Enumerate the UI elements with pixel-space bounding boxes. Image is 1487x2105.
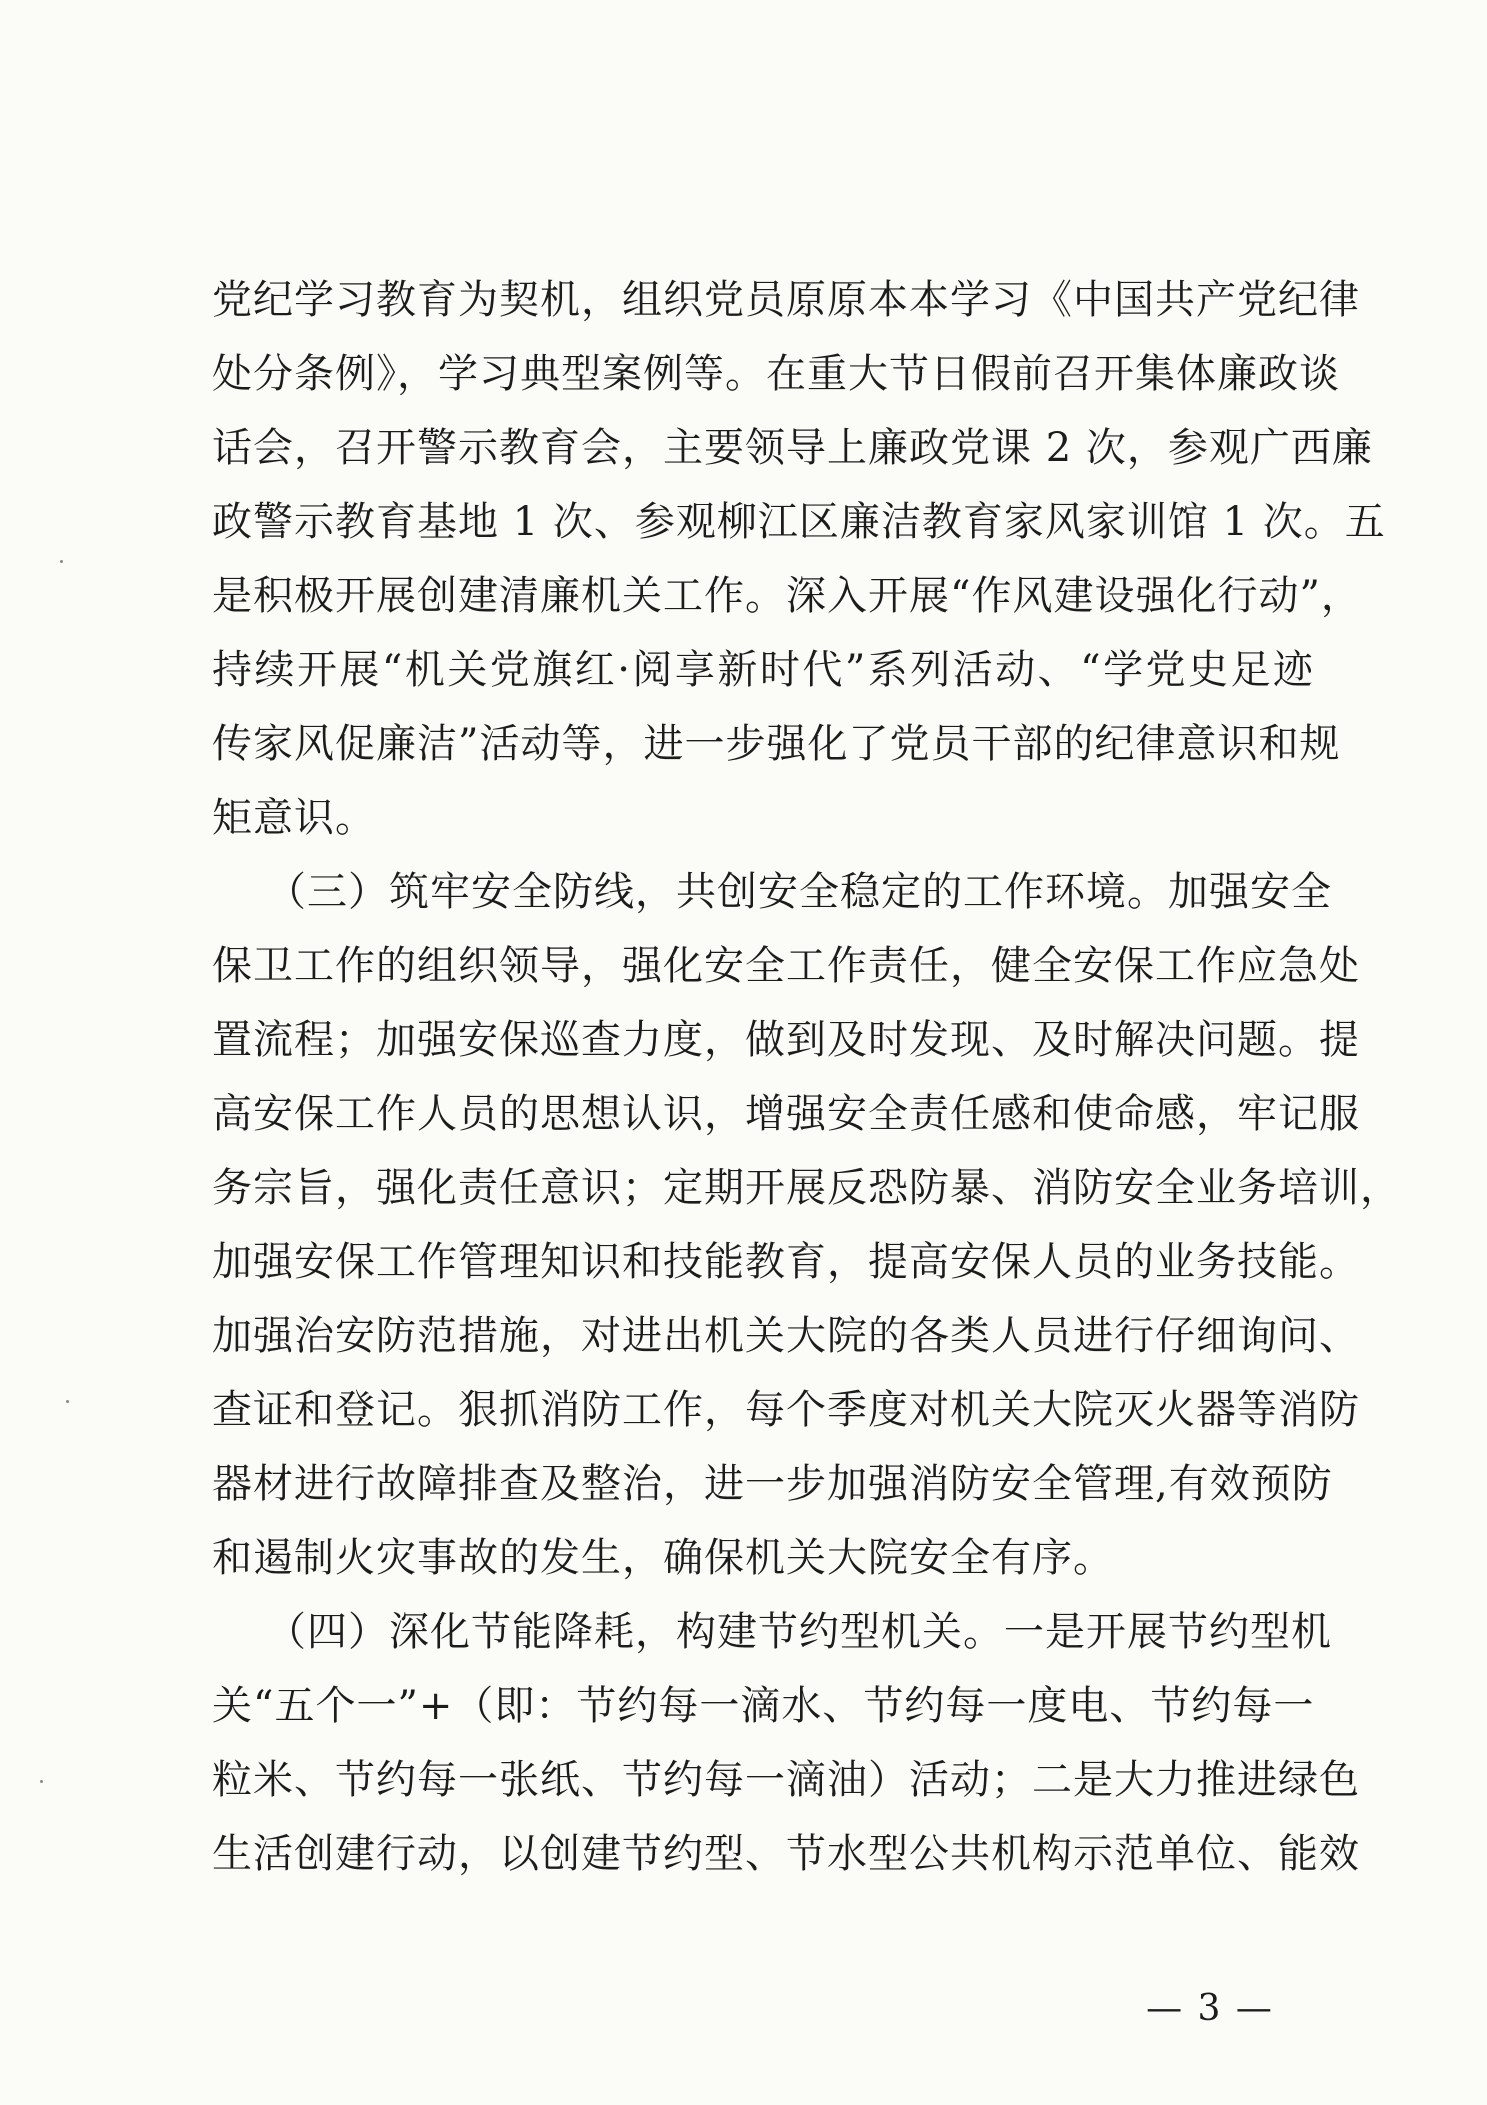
section-heading-line: （四）深化节能降耗，构建节约型机关。一是开展节约型机: [266, 1609, 1332, 1655]
page-number: — 3 —: [1146, 1988, 1274, 2029]
text-line: 矩意识。: [212, 795, 376, 841]
text-line: 政警示教育基地 1 次、参观柳江区廉洁教育家风家训馆 1 次。五: [212, 499, 1386, 545]
text-line: 查证和登记。狠抓消防工作，每个季度对机关大院灭火器等消防: [212, 1387, 1360, 1433]
text-line: 传家风促廉洁”活动等，进一步强化了党员干部的纪律意识和规: [212, 721, 1341, 767]
text-line: 器材进行故障排查及整治，进一步加强消防安全管理,有效预防: [212, 1461, 1333, 1507]
text-line: 处分条例》，学习典型案例等。在重大节日假前召开集体廉政谈: [212, 351, 1340, 397]
scan-speck: [40, 1780, 43, 1783]
text-line: 粒米、节约每一张纸、节约每一滴油）活动；二是大力推进绿色: [212, 1757, 1360, 1803]
text-line: 持续开展“机关党旗红·阅享新时代”系列活动、“学党史足迹: [212, 647, 1314, 693]
scan-speck: [60, 560, 63, 563]
scan-speck: [66, 1400, 69, 1403]
text-line: 党纪学习教育为契机，组织党员原原本本学习《中国共产党纪律: [212, 277, 1360, 323]
text-line: 加强治安防范措施，对进出机关大院的各类人员进行仔细询问、: [212, 1313, 1360, 1359]
section-heading-line: （三）筑牢安全防线，共创安全稳定的工作环境。加强安全: [266, 869, 1332, 915]
text-line: 保卫工作的组织领导，强化安全工作责任，健全安保工作应急处: [212, 943, 1360, 989]
text-line: 高安保工作人员的思想认识，增强安全责任感和使命感，牢记服: [212, 1091, 1360, 1137]
text-line: 关“五个一”+（即：节约每一滴水、节约每一度电、节约每一: [212, 1683, 1315, 1729]
text-line: 加强安保工作管理知识和技能教育，提高安保人员的业务技能。: [212, 1239, 1360, 1285]
text-line: 置流程；加强安保巡查力度，做到及时发现、及时解决问题。提: [212, 1017, 1360, 1063]
text-line: 话会，召开警示教育会，主要领导上廉政党课 2 次，参观广西廉: [212, 425, 1373, 471]
text-line: 是积极开展创建清廉机关工作。深入开展“作风建设强化行动”，: [212, 573, 1362, 619]
text-line: 务宗旨，强化责任意识；定期开展反恐防暴、消防安全业务培训，: [212, 1165, 1401, 1211]
text-line: 生活创建行动，以创建节约型、节水型公共机构示范单位、能效: [212, 1831, 1360, 1877]
text-line: 和遏制火灾事故的发生，确保机关大院安全有序。: [212, 1535, 1114, 1581]
